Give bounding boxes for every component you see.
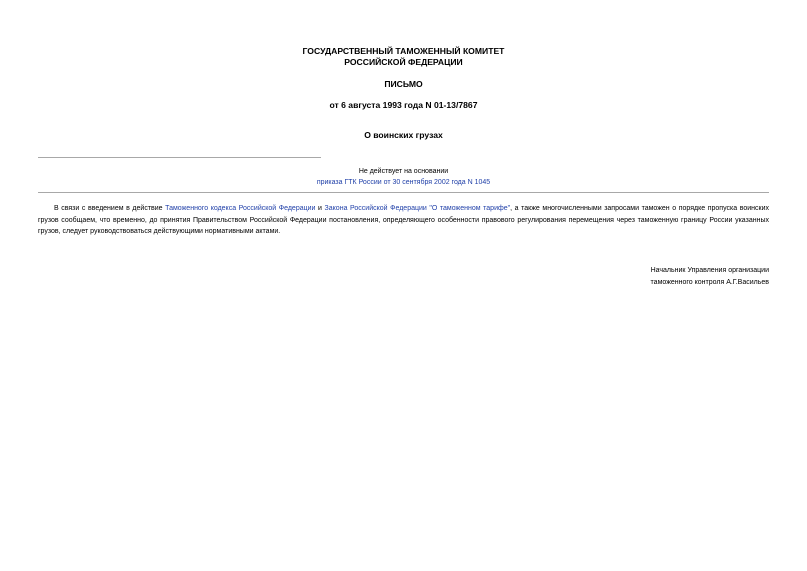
- body-text-part-3: , а также многочисленными запросами таможен о порядке пропуска воинских грузов сообщаем, что временно, до принятия Правительством Российской Федерации постановления, определяющего особенности правового регулирования перемещения через таможенную границу России указанных грузов, следует руководствоваться действующими нормативными актами.: [38, 205, 770, 236]
- divider-short: [38, 157, 321, 158]
- tariff-law-link[interactable]: Закона Российской Федерации "О таможенном тарифе": [324, 205, 511, 212]
- status-order-link[interactable]: приказа ГТК России от 30 сентября 2002 года N 1045: [316, 179, 491, 186]
- signature-position: Начальник Управления организации: [650, 267, 769, 274]
- issuer-line-1: ГОСУДАРСТВЕННЫЙ ТАМОЖЕННЫЙ КОМИТЕТ: [302, 46, 505, 56]
- body-paragraph: [38, 203, 769, 238]
- signature-block: [651, 265, 769, 288]
- document-subject: О воинских грузах: [364, 130, 443, 140]
- body-text-part-2: и: [315, 205, 325, 212]
- document-type: ПИСЬМО: [384, 79, 423, 89]
- signature-name: таможенного контроля А.Г.Васильев: [650, 278, 769, 286]
- body-text-part-1: В связи с введением в действие: [54, 205, 166, 212]
- status-note: Не действует на основании: [358, 168, 449, 175]
- issuer-heading: [0, 46, 807, 68]
- divider-long: [38, 192, 769, 193]
- document-date-number: от 6 августа 1993 года N 01-13/7867: [329, 100, 478, 110]
- status-link-row: [0, 178, 807, 188]
- customs-code-link[interactable]: Таможенного кодекса Российской Федерации: [165, 205, 316, 212]
- issuer-line-2: РОССИЙСКОЙ ФЕДЕРАЦИИ: [344, 57, 463, 67]
